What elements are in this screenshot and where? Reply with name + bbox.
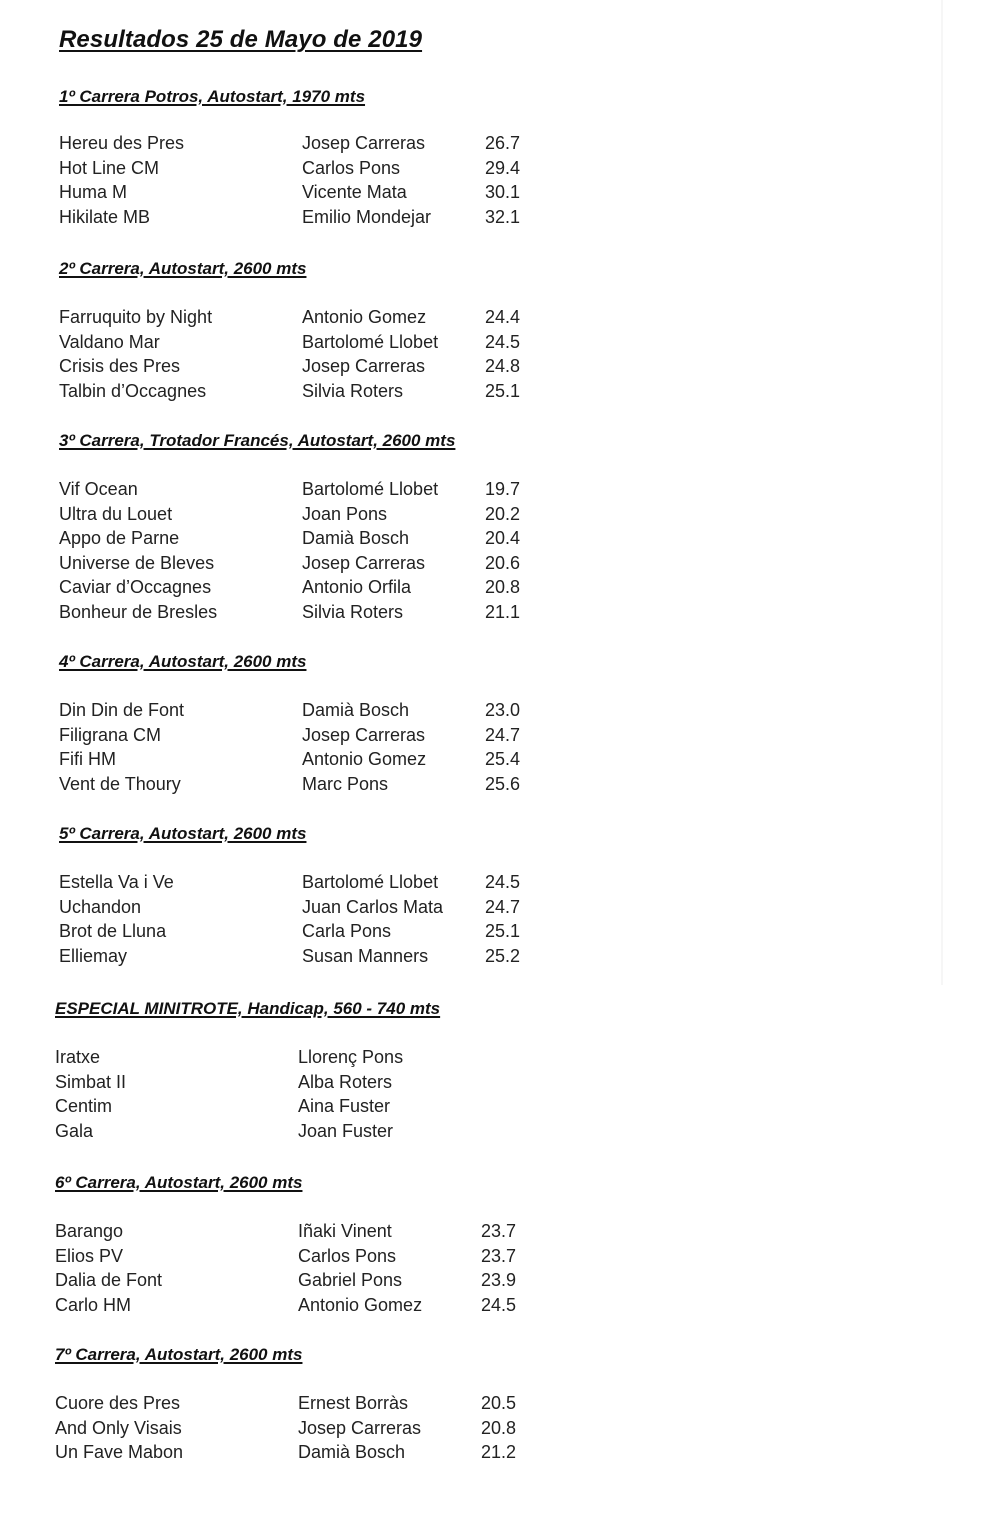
race-time: 20.5 [481, 1393, 517, 1413]
result-row [59, 575, 521, 600]
page-edge-line [941, 0, 943, 985]
driver-name: Iñaki Vinent [298, 1221, 392, 1241]
race-heading: 1º Carrera Potros, Autostart, 1970 mts [59, 87, 366, 106]
result-row [59, 477, 521, 502]
horse-name: Cuore des Pres [55, 1393, 181, 1413]
result-row [59, 354, 521, 379]
race-section-especial [55, 997, 440, 1143]
race-time: 20.8 [485, 577, 521, 598]
result-row [59, 600, 521, 625]
race-heading: ESPECIAL MINITROTE, Handicap, 560 - 740 mts [55, 999, 441, 1018]
horse-name: And Only Visais [55, 1417, 182, 1438]
result-row [59, 870, 521, 895]
driver-name: Juan Carlos Mata [302, 896, 444, 917]
race-time: 25.6 [485, 773, 521, 794]
race-time: 20.8 [481, 1417, 517, 1438]
horse-name: Estella Va i Ve [59, 872, 174, 892]
race-time: 25.1 [485, 380, 521, 401]
horse-name: Uchandon [59, 896, 142, 917]
driver-name: Marc Pons [302, 773, 389, 794]
result-row [59, 747, 521, 772]
horse-name: Iratxe [55, 1047, 101, 1067]
result-row [55, 1244, 517, 1269]
horse-name: Elios PV [55, 1245, 124, 1266]
race-section-6 [55, 1171, 517, 1317]
horse-name: Caviar d’Occagnes [59, 577, 212, 598]
horse-name: Vif Ocean [59, 479, 138, 499]
horse-name: Crisis des Pres [59, 356, 181, 377]
horse-name: Vent de Thoury [59, 773, 181, 794]
driver-name: Bartolomé Llobet [302, 872, 439, 892]
race-heading: 6º Carrera, Autostart, 2600 mts [55, 1173, 303, 1192]
horse-name: Universe de Bleves [59, 552, 215, 573]
result-row [55, 1440, 517, 1465]
race-time: 19.7 [485, 479, 521, 499]
race-time: 23.0 [485, 700, 521, 720]
driver-name: Antonio Gomez [302, 749, 427, 770]
result-row [59, 379, 521, 404]
result-row [55, 1045, 440, 1070]
race-time: 24.7 [485, 724, 521, 745]
driver-name: Vicente Mata [302, 182, 407, 203]
race-time: 24.7 [485, 896, 521, 917]
race-section-4 [59, 650, 521, 796]
result-row [55, 1293, 517, 1318]
driver-name: Carla Pons [302, 921, 392, 942]
driver-name: Carlos Pons [298, 1245, 397, 1266]
race-section-5 [59, 822, 521, 968]
result-row [59, 895, 521, 920]
result-row [59, 180, 521, 205]
driver-name: Joan Pons [302, 503, 388, 524]
driver-name: Antonio Gomez [302, 307, 427, 327]
horse-name: Farruquito by Night [59, 307, 213, 327]
horse-name: Valdano Mar [59, 331, 160, 352]
result-row [59, 156, 521, 181]
driver-name: Bartolomé Llobet [302, 479, 439, 499]
race-time: 20.2 [485, 503, 521, 524]
driver-name: Antonio Gomez [298, 1294, 423, 1315]
race-section-1 [59, 85, 521, 229]
driver-name: Carlos Pons [302, 157, 401, 178]
race-time: 20.4 [485, 528, 521, 549]
horse-name: Carlo HM [55, 1294, 132, 1315]
driver-name: Llorenç Pons [298, 1047, 404, 1067]
driver-name: Silvia Roters [302, 601, 404, 622]
race-time: 24.4 [485, 307, 521, 327]
horse-name: Appo de Parne [59, 528, 180, 549]
result-row [55, 1119, 440, 1144]
race-time: 26.7 [485, 133, 521, 153]
driver-name: Josep Carreras [302, 133, 426, 153]
result-row [59, 526, 521, 551]
race-heading: 7º Carrera, Autostart, 2600 mts [55, 1345, 303, 1364]
race-time: 25.1 [485, 921, 521, 942]
race-time: 29.4 [485, 157, 521, 178]
race-time: 24.5 [485, 331, 521, 352]
horse-name: Centim [55, 1096, 113, 1117]
driver-name: Gabriel Pons [298, 1270, 403, 1291]
driver-name: Alba Roters [298, 1071, 393, 1092]
result-row [55, 1391, 517, 1416]
horse-name: Brot de Lluna [59, 921, 167, 942]
result-row [59, 944, 521, 969]
race-time: 21.2 [481, 1442, 517, 1463]
race-time: 23.9 [481, 1270, 517, 1291]
race-section-3 [59, 429, 521, 625]
result-row [59, 919, 521, 944]
driver-name: Joan Fuster [298, 1120, 394, 1141]
race-time: 23.7 [481, 1221, 517, 1241]
driver-name: Josep Carreras [302, 724, 426, 745]
horse-name: Elliemay [59, 945, 128, 966]
result-row [55, 1219, 517, 1244]
horse-name: Hikilate MB [59, 206, 151, 227]
race-time: 24.5 [485, 872, 521, 892]
result-row [59, 205, 521, 230]
driver-name: Emilio Mondejar [302, 206, 432, 227]
driver-name: Josep Carreras [298, 1417, 422, 1438]
horse-name: Din Din de Font [59, 700, 185, 720]
driver-name: Bartolomé Llobet [302, 331, 439, 352]
driver-name: Damià Bosch [302, 528, 410, 549]
driver-name: Silvia Roters [302, 380, 404, 401]
race-time: 25.2 [485, 945, 521, 966]
horse-name: Simbat II [55, 1071, 127, 1092]
race-time: 20.6 [485, 552, 521, 573]
driver-name: Josep Carreras [302, 552, 426, 573]
result-row [55, 1268, 517, 1293]
race-heading: 4º Carrera, Autostart, 2600 mts [59, 652, 307, 671]
race-section-2 [59, 257, 521, 403]
race-heading: 3º Carrera, Trotador Francés, Autostart, 2600 mts [59, 431, 456, 450]
result-row [59, 305, 521, 330]
driver-name: Aina Fuster [298, 1096, 391, 1117]
race-heading: 5º Carrera, Autostart, 2600 mts [59, 824, 307, 843]
horse-name: Fifi HM [59, 749, 116, 770]
result-row [59, 330, 521, 355]
result-row [59, 502, 521, 527]
driver-name: Damià Bosch [298, 1442, 406, 1463]
driver-name: Damià Bosch [302, 700, 410, 720]
driver-name: Susan Manners [302, 945, 429, 966]
horse-name: Hot Line CM [59, 157, 160, 178]
result-row [59, 723, 521, 748]
race-time: 24.8 [485, 356, 521, 377]
horse-name: Talbin d’Occagnes [59, 380, 207, 401]
race-time: 24.5 [481, 1294, 517, 1315]
race-heading: 2º Carrera, Autostart, 2600 mts [59, 259, 307, 278]
horse-name: Ultra du Louet [59, 503, 173, 524]
race-time: 30.1 [485, 182, 521, 203]
race-time: 32.1 [485, 206, 521, 227]
horse-name: Un Fave Mabon [55, 1442, 184, 1463]
result-row [55, 1416, 517, 1441]
driver-name: Ernest Borràs [298, 1393, 409, 1413]
result-row [59, 131, 521, 156]
result-row [59, 551, 521, 576]
driver-name: Antonio Orfila [302, 577, 412, 598]
result-row [59, 772, 521, 797]
horse-name: Bonheur de Bresles [59, 601, 218, 622]
horse-name: Huma M [59, 182, 128, 203]
race-time: 23.7 [481, 1245, 517, 1266]
horse-name: Dalia de Font [55, 1270, 163, 1291]
result-row [55, 1094, 440, 1119]
race-time: 25.4 [485, 749, 521, 770]
page-title: Resultados 25 de Mayo de 2019 [59, 26, 423, 53]
race-time: 21.1 [485, 601, 521, 622]
horse-name: Hereu des Pres [59, 133, 185, 153]
result-row [55, 1070, 440, 1095]
race-section-7 [55, 1343, 517, 1465]
horse-name: Filigrana CM [59, 724, 162, 745]
result-row [59, 698, 521, 723]
driver-name: Josep Carreras [302, 356, 426, 377]
horse-name: Barango [55, 1221, 124, 1241]
horse-name: Gala [55, 1120, 94, 1141]
